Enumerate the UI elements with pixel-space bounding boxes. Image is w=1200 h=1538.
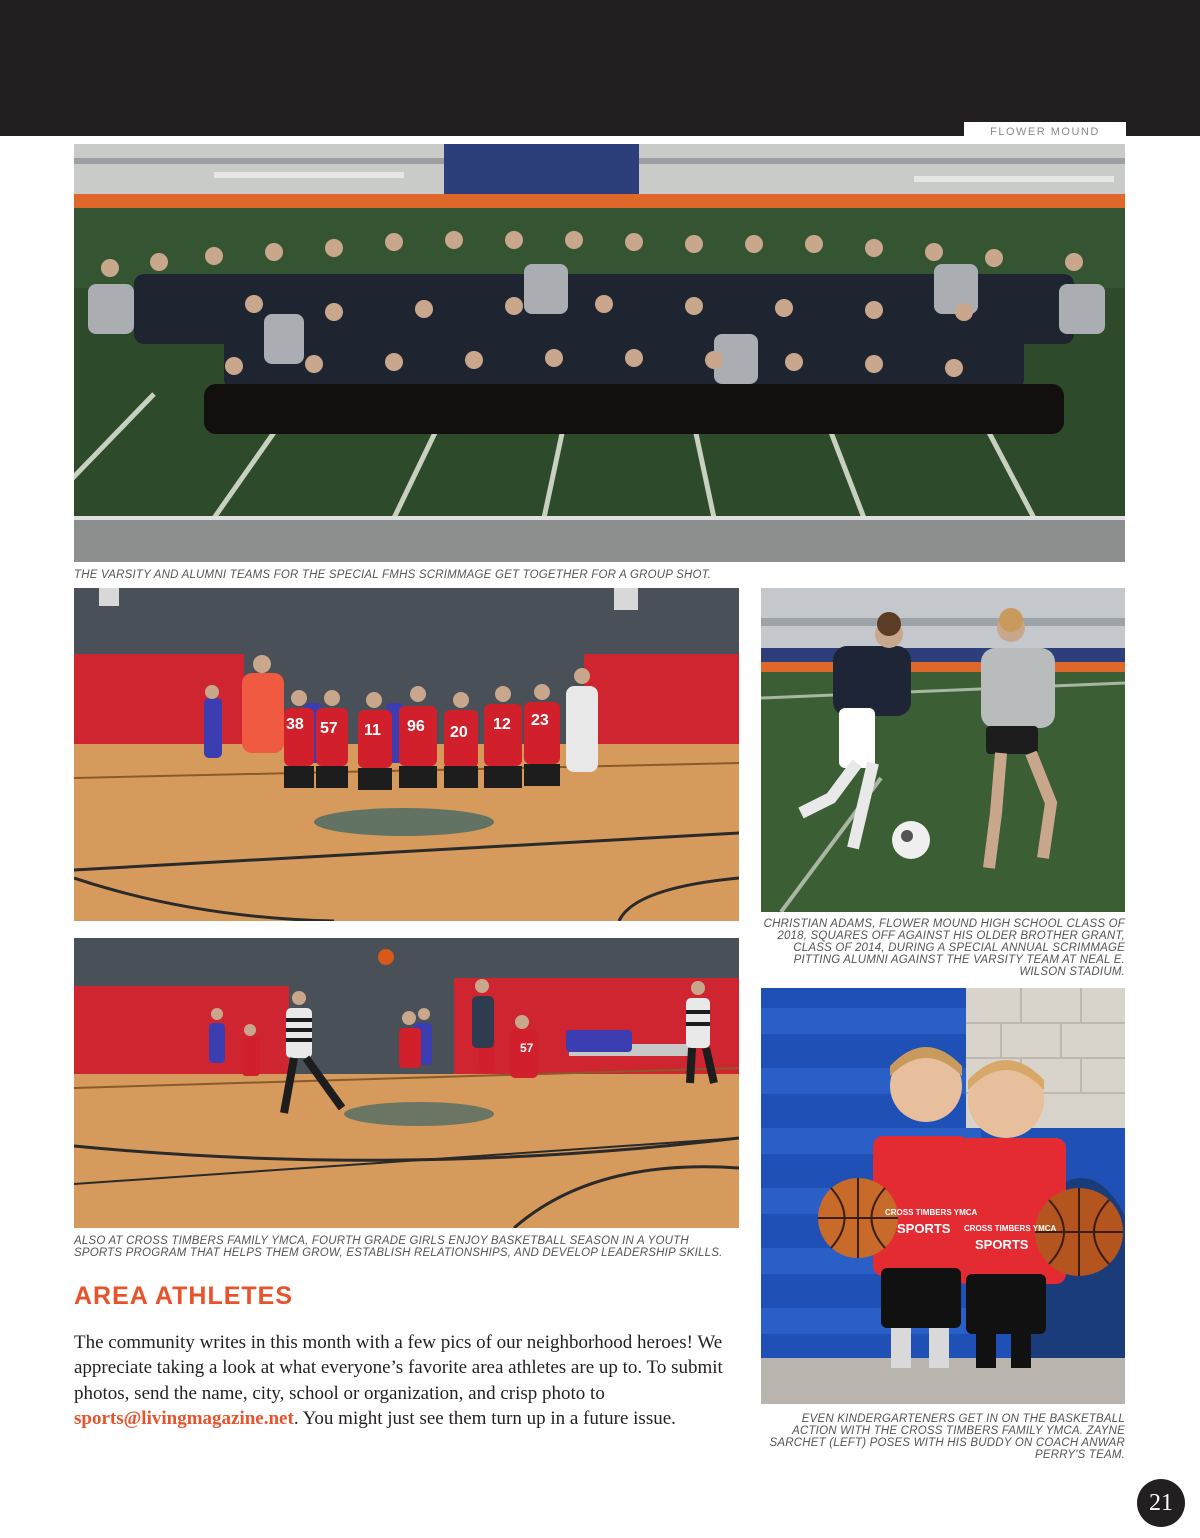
page-number: 21 xyxy=(1137,1479,1185,1527)
article-headline: AREA ATHLETES xyxy=(74,1282,294,1310)
team-photo-caption: THE VARSITY AND ALUMNI TEAMS FOR THE SPECIAL FMHS SCRIMMAGE GET TOGETHER FOR A GROUP SHOT. xyxy=(74,569,712,581)
header-band xyxy=(0,0,1200,136)
jersey-text: CROSS TIMBERS YMCA xyxy=(964,1224,1057,1233)
jersey-number: 11 xyxy=(364,722,381,739)
soccer-action-photo xyxy=(761,588,1125,912)
jersey-number: 96 xyxy=(407,718,425,735)
kids-basketball-photo xyxy=(761,988,1125,1404)
jersey-number: 20 xyxy=(450,724,468,741)
jersey-number: 38 xyxy=(286,716,304,733)
submission-email-link[interactable]: sports@livingmagazine.net xyxy=(74,1407,294,1429)
basketball-tipoff-photo xyxy=(74,938,739,1228)
team-group-photo xyxy=(74,144,1125,562)
jersey-text: SPORTS xyxy=(975,1237,1029,1252)
article-body-text: The community writes in this month with a few pics of our neighborhood heroes! We appreciate taking a look at what everyone’s favorite area athletes are up to. To submit photos, send the name, city, school or organization, and crisp photo to xyxy=(74,1332,723,1404)
jersey-number: 57 xyxy=(320,720,338,737)
tipoff-photo-caption: ALSO AT CROSS TIMBERS FAMILY YMCA, FOURTH GRADE GIRLS ENJOY BASKETBALL SEASON IN A YOUTH SPORTS PROGRAM THAT HELPS THEM GROW, ESTABLISH RELATIONSHIPS, AND DEVELOP LEADERSHIP SKILLS. xyxy=(74,1235,723,1259)
jersey-text: CROSS TIMBERS YMCA xyxy=(885,1208,978,1217)
jersey-number: 23 xyxy=(531,712,549,729)
soccer-photo-caption: CHRISTIAN ADAMS, FLOWER MOUND HIGH SCHOOL CLASS OF 2018, SQUARES OFF AGAINST HIS OLDER BROTHER GRANT, CLASS OF 2014, DURING A SPECIAL ANNUAL SCRIMMAGE PITTING ALUMNI AGAINST THE VARSITY TEAM AT NEAL E. WILSON STADIUM. xyxy=(763,918,1125,978)
jersey-number: 57 xyxy=(520,1041,534,1055)
article-body xyxy=(74,1330,744,1431)
kids-photo-caption: EVEN KINDERGARTENERS GET IN ON THE BASKETBALL ACTION WITH THE CROSS TIMBERS FAMILY YMCA. ZAYNE SARCHET (LEFT) POSES WITH HIS BUDDY ON COACH ANWAR PERRY'S TEAM. xyxy=(769,1413,1125,1461)
jersey-text: SPORTS xyxy=(897,1221,951,1236)
jersey-number: 12 xyxy=(493,716,511,733)
basketball-huddle-photo xyxy=(74,588,739,921)
section-label: FLOWER MOUND xyxy=(964,122,1126,142)
article-body-text-end: . You might just see them turn up in a future issue. xyxy=(293,1407,676,1429)
